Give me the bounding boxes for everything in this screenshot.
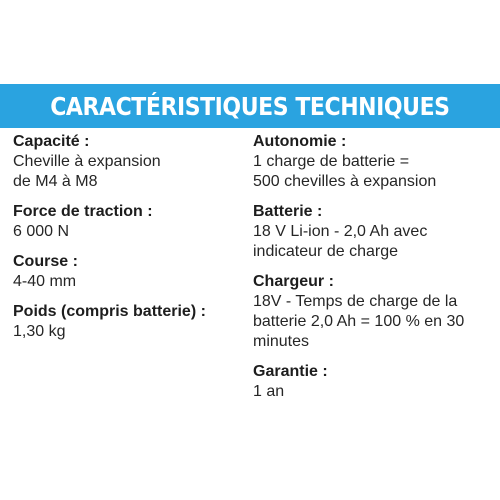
page-title: CARACTÉRISTIQUES TECHNIQUES bbox=[50, 91, 450, 121]
spec-label: Poids (compris batterie) : bbox=[13, 303, 206, 320]
spec-autonomie bbox=[253, 132, 498, 192]
spec-value: 4-40 mm bbox=[13, 273, 77, 290]
spec-label: Batterie : bbox=[253, 203, 323, 220]
spec-force-de-traction bbox=[13, 202, 248, 242]
spec-value: 18 V Li-ion - 2,0 Ah avec indicateur de charge bbox=[253, 223, 428, 260]
spec-label: Garantie : bbox=[253, 363, 328, 380]
spec-value: 1,30 kg bbox=[13, 323, 66, 340]
spec-value: 18V - Temps de charge de la batterie 2,0 Ah = 100 % en 30 minutes bbox=[253, 293, 465, 350]
specs-left-column bbox=[13, 132, 248, 352]
spec-capacite bbox=[13, 132, 248, 192]
spec-label: Force de traction : bbox=[13, 203, 153, 220]
header-banner bbox=[0, 84, 500, 128]
spec-label: Chargeur : bbox=[253, 273, 334, 290]
spec-value: Cheville à expansion de M4 à M8 bbox=[13, 153, 161, 190]
spec-label: Autonomie : bbox=[253, 133, 347, 150]
spec-chargeur bbox=[253, 272, 498, 352]
spec-label: Capacité : bbox=[13, 133, 90, 150]
spec-value: 1 an bbox=[253, 383, 285, 400]
spec-poids bbox=[13, 302, 248, 342]
specs-right-column bbox=[253, 132, 498, 412]
spec-garantie bbox=[253, 362, 498, 402]
spec-course bbox=[13, 252, 248, 292]
spec-value: 6 000 N bbox=[13, 223, 70, 240]
spec-label: Course : bbox=[13, 253, 78, 270]
spec-batterie bbox=[253, 202, 498, 262]
spec-value: 1 charge de batterie = 500 chevilles à expansion bbox=[253, 153, 437, 190]
